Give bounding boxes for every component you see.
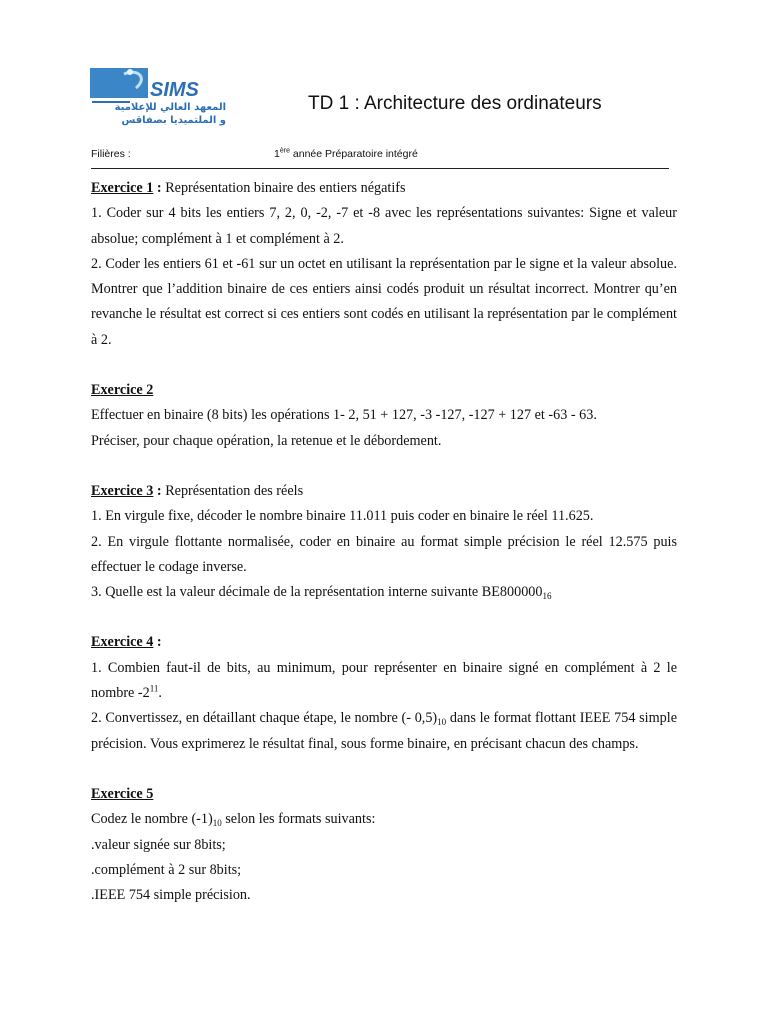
exercise-5-title: Exercice 5 (91, 785, 154, 802)
exercise-5-question-end: selon les formats suivants: (221, 811, 376, 828)
year-text: année Préparatoire intégré (289, 148, 418, 160)
filieres-label: Filières : (91, 148, 131, 160)
exercise-4-question-2-end: dans le format flottant IEEE 754 simple précision. Vous exprimerez le résultat final, sous forme binaire, en précisant chacun des champs. (91, 710, 677, 752)
exercise-2-question-1: Effectuer en binaire (8 bits) les opérations 1- 2, 51 + 127, -3 -127, -127 + 127 et -63 - 63. (91, 407, 597, 424)
year-superscript: ère (279, 147, 290, 155)
exercise-4-exponent: 11 (149, 683, 159, 694)
exercise-3-question-2: 2. En virgule flottante normalisée, coder en binaire au format simple précision le réel 12.575 puis effectuer le codage inverse. (91, 533, 677, 575)
exercise-5-base-subscript: 10 (212, 818, 222, 829)
exercise-3-subtitle: Représentation des réels (165, 482, 304, 499)
exercise-1-heading (91, 176, 677, 201)
exercise-4-question-1-end: . (158, 685, 162, 702)
svg-text:المعهد العالي للإعلامية: المعهد العالي للإعلامية (114, 102, 226, 113)
exercise-2-title: Exercice 2 (91, 382, 154, 399)
course-meta (91, 148, 669, 168)
exercise-3-base-subscript: 16 (542, 591, 552, 602)
exercise-content (91, 176, 677, 908)
exercise-3-separator: : (153, 482, 166, 499)
exercise-4-heading (91, 630, 677, 655)
exercise-4-question-2-start: 2. Convertissez, en détaillant chaque étape, le nombre (- 0,5) (91, 710, 438, 727)
exercise-1-question-2: 2. Coder les entiers 61 et -61 sur un octet en utilisant la représentation par le signe et la valeur absolue. Montrer que l’addition binaire de ces entiers ainsi codés produit un résultat incorrect. Montrer qu’en revanche le résultat est correct si ces entiers sont codés en utilisant la représentation par le complément à 2. (91, 255, 677, 348)
exercise-5-question (91, 807, 677, 832)
exercise-4-question-1 (91, 656, 677, 707)
exercise-1-separator: : (153, 180, 166, 196)
exercise-4-question-1-text: 1. Combien faut-il de bits, au minimum, pour représenter en binaire signé en complément à 2 le nombre -2 (91, 659, 677, 702)
exercise-3-question-1: 1. En virgule fixe, décoder le nombre binaire 11.011 puis coder en binaire le réel 11.625. (91, 508, 594, 525)
exercise-4-question-2 (91, 706, 677, 757)
exercise-5-question-start: Codez le nombre (-1) (91, 811, 213, 828)
exercise-3-heading (91, 479, 677, 504)
exercise-3-title: Exercice 3 (91, 482, 154, 499)
exercise-1-title: Exercice 1 (91, 180, 154, 196)
document-title: TD 1 : Architecture des ordinateurs (308, 93, 602, 114)
exercise-5-format-item: .valeur signée sur 8bits; (91, 836, 226, 853)
header-divider (91, 168, 669, 169)
exercise-5-format-item: .complément à 2 sur 8bits; (91, 861, 242, 878)
exercise-2-heading (91, 378, 677, 403)
page-header (86, 66, 676, 126)
exercise-5-heading (91, 782, 677, 807)
exercise-1-question-1: 1. Coder sur 4 bits les entiers 7, 2, 0, -2, -7 et -8 avec les représentations suivantes: Signe et valeur absolue; complément à 1 et complément à 2. (91, 205, 677, 247)
svg-text:و الملتميديا بصفاقس: و الملتميديا بصفاقس (121, 115, 226, 126)
exercise-3-question-3 (91, 580, 677, 605)
exercise-4-separator: : (153, 634, 162, 651)
year-number: 1 (274, 148, 280, 160)
exercise-5-format-item: .IEEE 754 simple précision. (91, 887, 251, 904)
institute-logo (90, 66, 230, 126)
exercise-4-title: Exercice 4 (91, 634, 154, 651)
exercise-2-question-2: Préciser, pour chaque opération, la retenue et le débordement. (91, 432, 442, 449)
svg-text:SIMS: SIMS (150, 79, 199, 101)
exercise-4-base-subscript: 10 (437, 717, 447, 728)
year-label (274, 148, 418, 160)
exercise-1-subtitle: Représentation binaire des entiers négatifs (165, 180, 406, 196)
exercise-3-question-3-text: 3. Quelle est la valeur décimale de la représentation interne suivante BE800000 (91, 584, 543, 601)
